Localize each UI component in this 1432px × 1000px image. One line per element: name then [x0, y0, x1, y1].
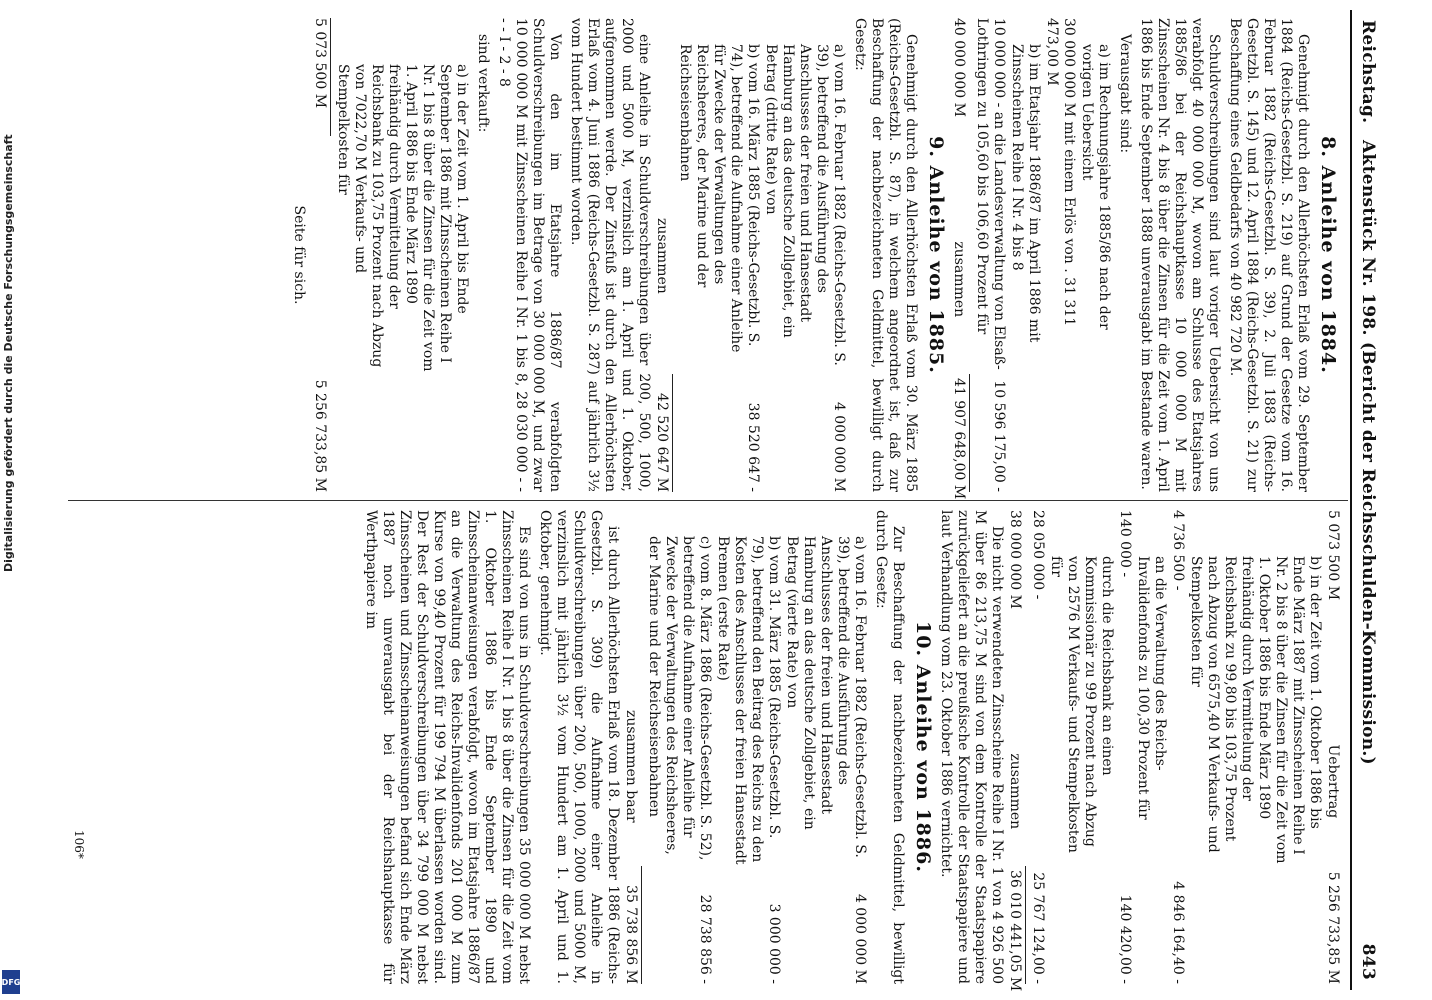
dfg-logo: DFG	[2, 970, 20, 994]
page-footer-note: Seite für sich.	[291, 205, 307, 305]
sum-rule	[330, 18, 331, 136]
paragraph: sind verkauft:	[475, 34, 491, 133]
heading-anleihe-1885: 9. Anleihe von 1885.	[925, 136, 947, 374]
line-item: a) vom 16. Februar 1882 (Reichs-Gesetzbl. S. 39), betreffend die Ausführung des Anschlusses der freien und Hansestadt Hamburg an das deutsche Zollgebiet, ein Betrag (dritte Rate) von 4 000 000 M	[763, 44, 847, 492]
line-item: 140 000 - 140 420,00 -	[1117, 510, 1133, 984]
heading-anleihe-1886: 10. Anleihe von 1886.	[912, 621, 934, 873]
header-center: Aktenstück Nr. 198. (Bericht der Reichsschulden-Kommission.)	[1358, 140, 1378, 765]
digitization-note: Digitalisierung gefördert durch die Deutsche Forschungsgemeinschaft	[2, 134, 15, 572]
line-item: 30 000 000 M mit einem Erlös von . 31 311 473,00 M	[1044, 18, 1077, 327]
line-item: b) vom 16. März 1885 (Reichs-Gesetzbl. S. 74), betreffend die Aufnahme einer Anleihe für Zwecke der Verwaltungen des Reichsheeres, der Marine und der Reichseisenbahnen 38 520 647 -	[677, 44, 761, 492]
line-item: b) im Etatsjahr 1886/87 im April 1886 mit Zinsscheinen Reihe I Nr. 4 bis 8	[1009, 44, 1042, 343]
sum-row: 40 000 000 M zusammen 41 907 648,00 M	[951, 18, 967, 500]
line-item: c) vom 8. März 1886 (Reichs-Gesetzbl. S. 52), betreffend die Aufnahme einer Anleihe für Zwecke der Verwaltungen des Reichsheeres, der Marine und der Reichseisenbahnen 28 738 856 -	[646, 536, 713, 984]
column-divider	[68, 500, 1348, 501]
line-item: 10 000 000 - an die Landesverwaltung von Elsaß-Lothringen zu 105,60 bis 106,60 Prozent für 10 596 175,00 -	[974, 18, 1007, 492]
line-item: 4 736 500 - 4 846 164,40 -	[1170, 510, 1186, 984]
paragraph: Zur Beschaffung der nachbezeichneten Geldmittel, bewilligt durch Gesetz:	[873, 510, 906, 984]
line-item: an die Verwaltung des Reichs-Invalidenfonds zu 100,30 Prozent für	[1135, 556, 1168, 820]
line-item: a) in der Zeit vom 1. April bis Ende September 1886 mit Zinsscheinen Reihe I Nr. 1 bis 8 über die Zinsen für die Zeit vom 1. April 1886 bis Ende März 1890 freihändig durch Vermittelung der Reichsbank zu 103,75 Prozent nach Abzug von 7022,70 M Verkaufs- und Stempelkosten für	[335, 64, 470, 372]
document-sheet	[56, 10, 1386, 990]
left-column	[286, 18, 1342, 500]
sum-row: zusammen baar 35 738 856 M	[623, 710, 639, 984]
line-item: a) im Rechnungsjahre 1885/86 nach der vorigen Uebersicht	[1079, 44, 1112, 330]
paragraph: Schuldverschreibungen sind laut voriger Uebersicht von uns verabfolgt 40 000 000 M, wovon am Schlusse des Etatsjahres 1885/86 bei der Reichshauptkasse 10 000 000 M mit Zinsscheinen Nr. 4 bis 8 über die Zinsen für die Zeit vom 1. April 1886 bis Ende September 1888 unverausgabt im Bestande waren.	[1138, 18, 1222, 492]
line-item: 28 050 000 - 25 767 124,00 -	[1030, 510, 1046, 984]
sum-row: 5 073 500 M 5 256 733,85 M	[312, 18, 328, 492]
paragraph: eine Anleihe in Schuldverschreibungen über 200, 500, 1000, 2000 und 5000 M, verzinslich am 1. April und 1. Oktober, aufgenommen werde. Der Zinsfuß ist durch den Allerhöchsten Erlaß vom 4. Juni 1886 (Reichs-Gesetzbl. S. 287) auf jährlich 3½ vom Hundert bestimmt worden.	[568, 18, 652, 492]
header-left: Reichstag.	[1358, 20, 1378, 124]
page-number: 843	[1358, 943, 1378, 980]
carry-over-row: 5 073 500 M Uebertrag 5 256 733,85 M	[1325, 510, 1341, 984]
paragraph: Genehmigt durch den Allerhöchsten Erlaß vom 30. März 1885 (Reichs-Gesetzbl. S. 87), in welchem angeordnet ist, daß zur Beschaffung der nachbezeichneten Geldmittel, bewilligt durch Gesetz:	[852, 18, 919, 492]
sum-row: 38 000 000 M zusammen 36 010 441,05 M	[1007, 510, 1023, 992]
sum-rule	[672, 374, 673, 492]
paragraph: Verausgabt sind:	[1117, 34, 1133, 154]
paragraph: Die nicht verwendeten Zinsscheine Reihe I Nr. 1 von 4 926 500 M über 86 213,75 M sind von dem Kontrolle der Staatspapiere zurückgeliefert an die preußische Kontrolle der Staatspapiere und laut Verhandlung vom 23. Oktober 1886 vernichtet.	[938, 510, 1005, 984]
line-item: a) vom 16. Februar 1882 (Reichs-Gesetzbl. S. 39), betreffend die Ausführung des Anschlusses der freien und Hansestadt Hamburg an das deutsche Zollgebiet, ein Betrag (vierte Rate) von 4 000 000 M	[784, 536, 868, 984]
sum-rule	[1025, 866, 1026, 984]
paragraph: Von den im Etatsjahre 1886/87 verabfolgten Schuldverschreibungen im Betrage von 30 000 000 M, und zwar 10 000 000 M mit Zinsscheinen Reihe I Nr. 1 bis 8, 28 030 000 - - - - I - 2 - 8	[496, 18, 563, 492]
running-header	[1350, 10, 1382, 990]
right-column	[358, 510, 1342, 992]
sum-rule	[969, 374, 970, 492]
sum-row: zusammen 42 520 647 M	[654, 218, 670, 492]
bottom-page-number: 106*	[72, 830, 86, 859]
paragraph: Genehmigt durch den Allerhöchsten Erlaß vom 29. September 1884 (Reichs-Gesetzbl. S. 219) auf Grund der Gesetze vom 16. Februar 1882 (Reichs-Gesetzbl. S. 39), 2. Juli 1883 (Reichs-Gesetzbl. S. 145) und 12. April 1884 (Reichs-Gesetzbl. S. 21) zur Beschaffung eines Geldbedarfs von 40 982 720 M.	[1227, 18, 1311, 492]
paragraph: Es sind von uns in Schuldverschreibungen 35 000 000 M nebst Zinsscheinen Reihe I Nr. 1 bis 8 über die Zinsen für die Zeit vom 1. Oktober 1886 bis Ende September 1890 und Zinsscheinanweisungen verabfolgt, wovon im Etatsjahre 1886/87 an die Verwaltung des Reichs-Invalidenfonds 201 000 M zum Kurse von 99,40 Prozent für 199 794 M überlassen worden sind. Der Rest der Schuldverschreibungen über 34 799 000 M nebst Zinsscheinen und Zinsscheinanweisungen befand sich Ende März 1887 noch unverausgabt bei der Reichshauptkasse für Werthpapiere im	[363, 510, 532, 984]
line-item: durch die Reichsbank an einen Kommissionär zu 99 Prozent nach Abzug von 2576 M Verkaufs- und Stempelkosten für	[1048, 556, 1115, 853]
sum-rule	[641, 866, 642, 984]
line-item: b) vom 31. März 1885 (Reichs-Gesetzbl. S. 79), betreffend den Beitrag des Reichs zu den Kosten des Anschlusses der freien Hansestadt Bremen (erste Rate) 3 000 000 -	[715, 536, 782, 984]
heading-anleihe-1884: 8. Anleihe von 1884.	[1317, 136, 1339, 374]
line-item: b) in der Zeit vom 1. Oktober 1886 bis Ende März 1887 mit Zinsscheinen Reihe I Nr. 2 bis 8 über die Zinsen für die Zeit vom 1. Oktober 1886 bis Ende März 1890 freihändig durch Vermittelung der Reichsbank zu 99,80 bis 103,75 Prozent nach Abzug von 6575,40 M Verkaufs- und Stempelkosten für	[1188, 556, 1323, 864]
paragraph: ist durch Allerhöchsten Erlaß vom 18. Dezember 1886 (Reichs-Gesetzbl. S. 309) die Aufnahme einer Anleihe in Schuldverschreibungen über 200, 500, 1000, 2000 und 5000 M, verzinslich mit jährlich 3½ vom Hundert am 1. April und 1. Oktober, genehmigt.	[537, 510, 621, 984]
